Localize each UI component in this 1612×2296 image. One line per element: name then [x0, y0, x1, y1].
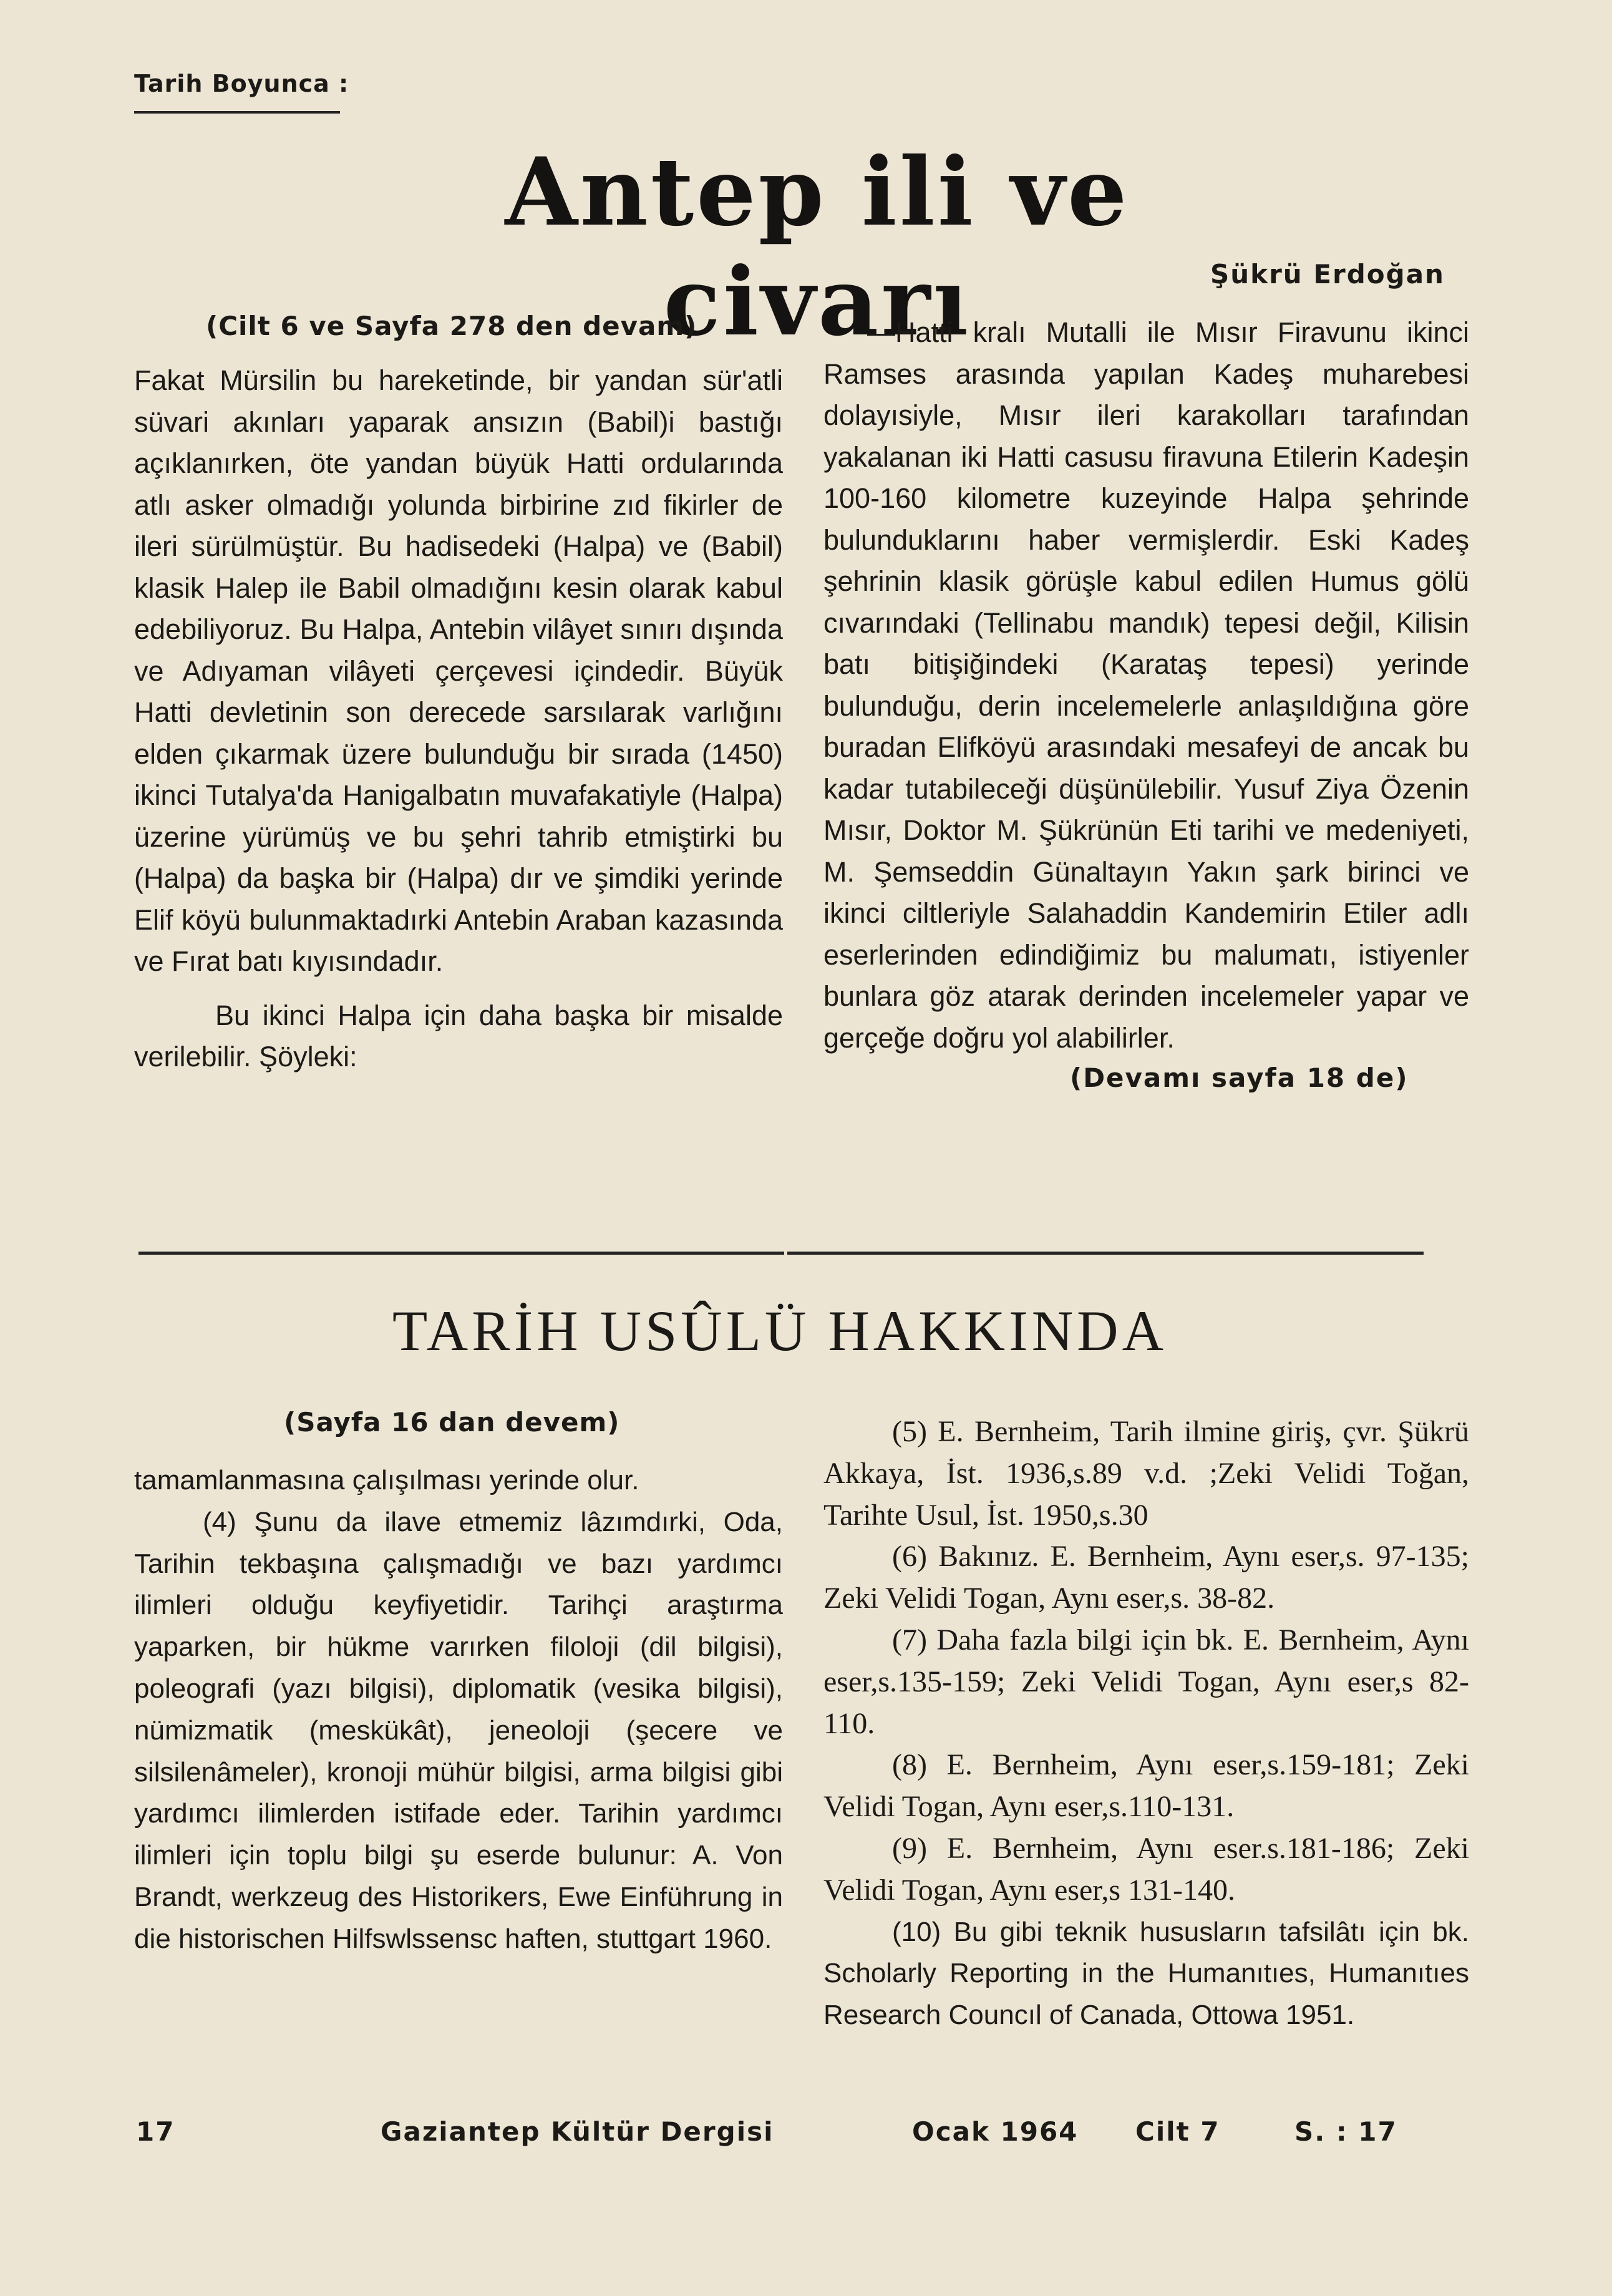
continued-from-note: (Cilt 6 ve Sayfa 278 den devam)	[206, 311, 697, 341]
footer-date: Ocak 1964	[912, 2116, 1079, 2147]
continued-to-note: (Devamı sayfa 18 de)	[1070, 1063, 1409, 1093]
section-label: Tarih Boyunca :	[134, 70, 349, 97]
footnote-9: (9) E. Bernheim, Aynı eser.s.181-186; Zeki Velidi Togan, Aynı eser,s 131-140.	[823, 1831, 1469, 1907]
section-label-underline	[134, 111, 340, 114]
footer-magazine-name: Gaziantep Kültür Dergisi	[381, 2116, 774, 2147]
footnote-4: (4) Şunu da ilave etmemiz lâzımdırki, Oda, Tarihin tekbaşına çalışmadığı ve bazı yardımcı ilimleri olduğu keyfiyetidir. Tarihçi araştırma yaparken, bir hükme varırken filoloji (dil bilgisi), poleografi (yazı bilgisi), diplomatik (vesika bilgisi), nümizmatik (meskükât), jeneoloji (şecere ve silsilenâmeler), kronoji mühür bilgisi, arma bilgisi gibi yardımcı ilimlerden istifade eder. Tarihin yardımcı ilimleri için toplu bilgi şu eserde bulunur: A. Von Brandt, werkzeug des Historikers, Ewe Einführung in die historischen Hilfswlssensc haften, stuttgart 1960.	[134, 1506, 783, 1954]
footer-page-number: 17	[136, 2116, 175, 2147]
footnote-5: (5) E. Bernheim, Tarih ilmine giriş, çvr. Şükrü Akkaya, İst. 1936,s.89 v.d. ;Zeki Velidi Toğan, Tarihte Usul, İst. 1950,s.30	[823, 1415, 1469, 1532]
divider-right	[787, 1252, 1424, 1255]
article1-left-paragraph-1: Fakat Mürsilin bu hareketinde, bir yandan sür'atli süvari akınları yaparak ansızın (Babil)i bastığı açıklanırken, öte yandan büyük Hatti ordularında atlı asker olmadığı yolunda birbirine zıd fikirler de ileri sürülmüştür. Bu hadisedeki (Halpa) ve (Babil) klasik Halep ile Babil olmadığını kesin olarak kabul edebiliyoruz. Bu Halpa, Antebin vilâyet sınırı dışında ve Adıyaman vilâyeti çerçevesi içindedir. Büyük Hatti devletinin son derecede sarsılarak varlığını elden çıkarmak üzere bulunduğu bir sırada (1450) ikinci Tutalya'da Hanigalbatın muvafakatiyle (Halpa) üzerine yürümüş ve bu şehri tahrib etmiştirki bu (Halpa) da başka bir (Halpa) dır ve şimdiki yerinde Elif köyü bulunmaktadırki Antebin Araban kazasında ve Fırat batı kıyısındadır.	[134, 364, 783, 977]
article-title: Antep ili ve civarı	[505, 137, 1130, 357]
article1-left-paragraph-2: Bu ikinci Halpa için daha başka bir misalde verilebilir. Şöyleki:	[134, 999, 783, 1073]
article2-title: TARİH USÛLÜ HAKKINDA	[392, 1299, 1168, 1363]
article2-continued-from: (Sayfa 16 dan devem)	[284, 1407, 620, 1437]
divider-left	[138, 1252, 784, 1255]
article2-left-column	[134, 1407, 783, 1960]
footer-page-ref: S. : 17	[1294, 2116, 1397, 2147]
author-name: Şükrü Erdoğan	[1210, 259, 1445, 289]
article1-left-column	[134, 311, 783, 1078]
footer-volume: Cilt 7	[1135, 2116, 1220, 2147]
article2-left-line-1: tamamlanmasına çalışılması yerinde olur.	[134, 1465, 639, 1496]
article1-right-column	[823, 312, 1469, 1093]
article1-right-paragraph-1: —Hatti kralı Mutalli ile Mısır Firavunu ikinci Ramses arasında yapılan Kadeş muharebesi dolayısiyle, Mısır ileri karakolları tarafından yakalanan iki Hatti casusu firavuna Etilerin Kadeşin 100-160 kilometre kuzeyinde Halpa şehrinde bulunduklarını haber vermişlerdir. Eski Kadeş şehrinin klasik görüşle kabul edilen Humus gölü cıvarındaki (Tellinabu mandık) tepesi değil, Kilisin batı bitişiğindeki (Karataş tepesi) yerinde bulunduğu, derin incelemelerle anlaşıldığına göre buradan Elifköyü arasındaki mesafeyi de ancak bu kadar tutabileceği düşünülebilir. Yusuf Ziya Özenin Mısır, Doktor M. Şükrünün Eti tarihi ve medeniyeti, M. Şemseddin Günaltayın Yakın şark birinci ve ikinci ciltleriyle Salahaddin Kandemirin Etiler adlı eserlerinden edindiğimiz bu malumatı, istiyenler bunlara göz atarak derinden incelemeler yapar ve gerçeğe doğru yol alabilirler.	[823, 316, 1469, 1054]
article2-right-column	[823, 1411, 1469, 2036]
footnote-8: (8) E. Bernheim, Aynı eser,s.159-181; Zeki Velidi Togan, Aynı eser,s.110-131.	[823, 1748, 1469, 1824]
footnote-6: (6) Bakınız. E. Bernheim, Aynı eser,s. 97-135; Zeki Velidi Togan, Aynı eser,s. 38-82.	[823, 1540, 1469, 1615]
footnote-7: (7) Daha fazla bilgi için bk. E. Bernheim, Aynı eser,s.135-159; Zeki Velidi Togan, Aynı eser,s 82-110.	[823, 1623, 1469, 1740]
footnote-10: (10) Bu gibi teknik hususların tafsilâtı için bk. Scholarly Reporting in the Humanıtıes, Humanıtıes Research Councıl of Canada, Ottowa 1951.	[823, 1916, 1469, 2031]
